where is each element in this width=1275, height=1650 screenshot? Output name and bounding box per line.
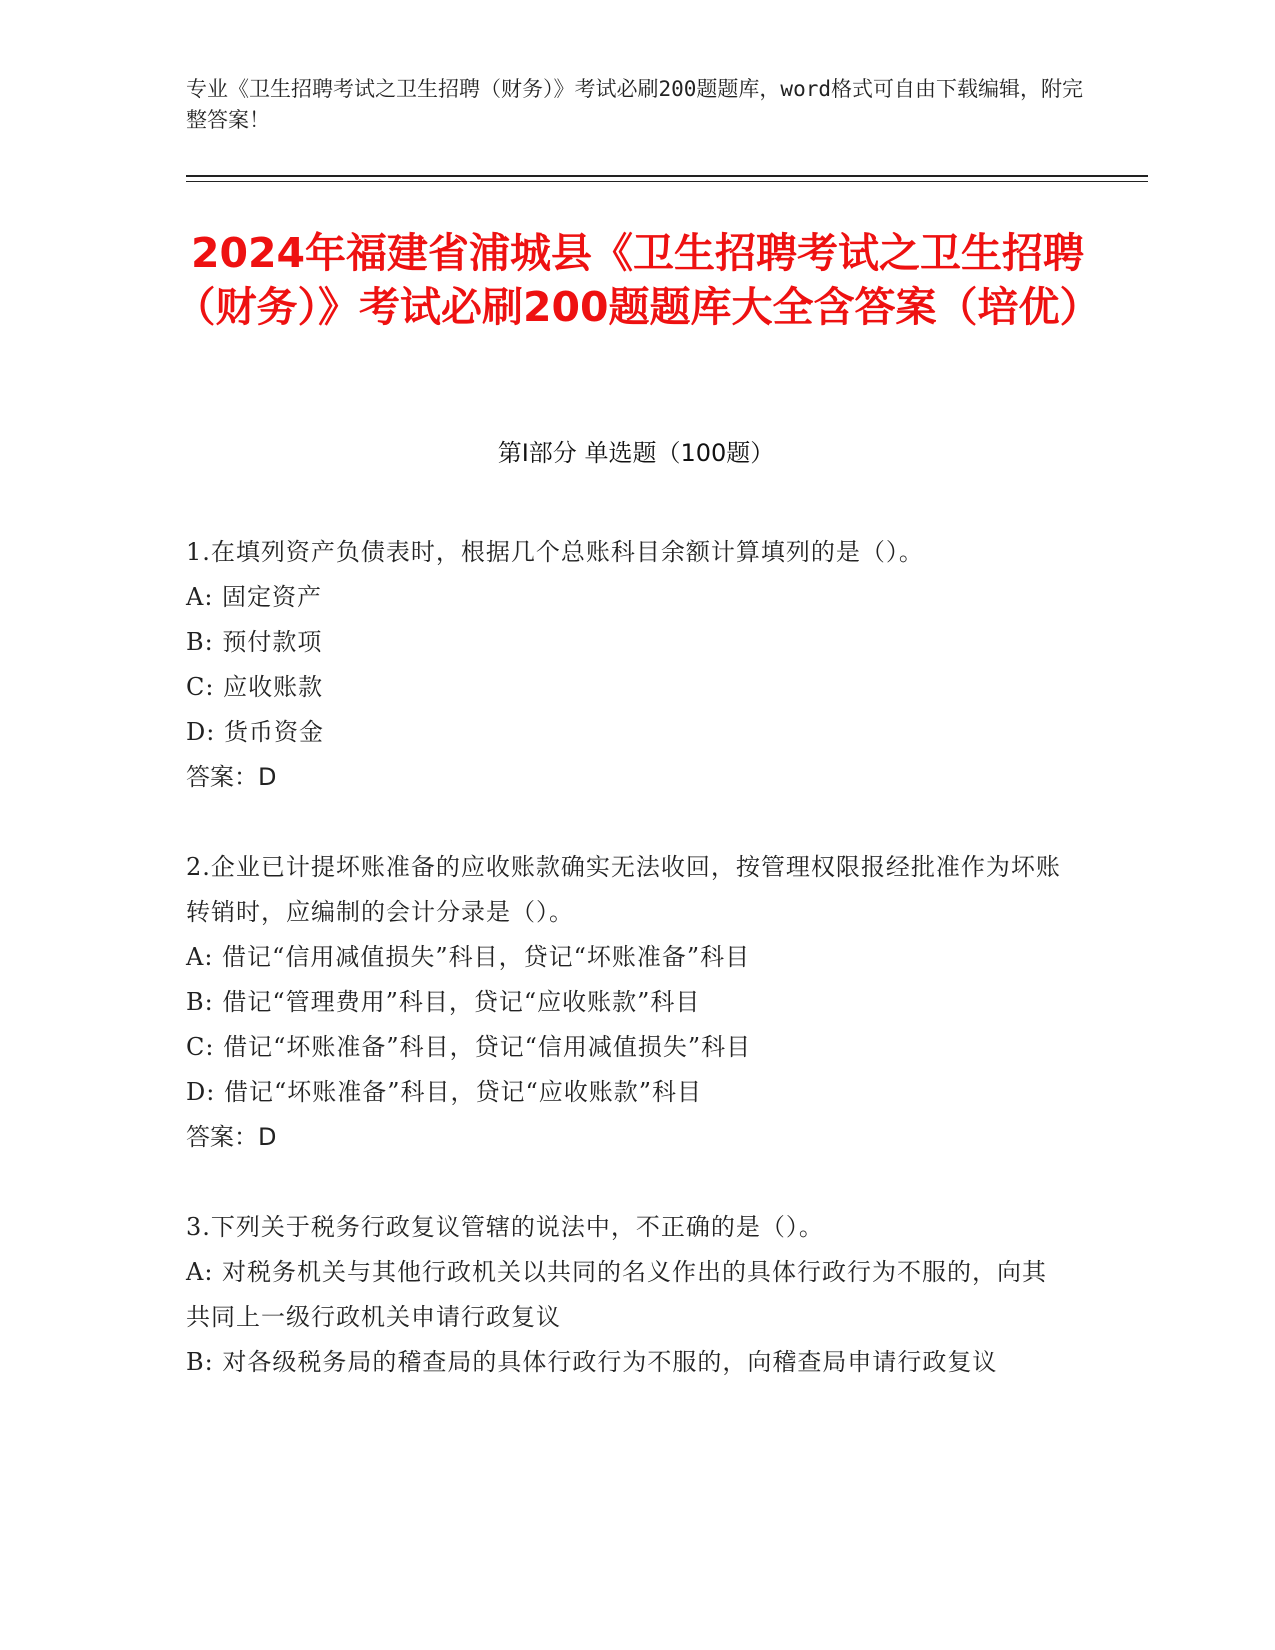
header-note: 专业《卫生招聘考试之卫生招聘（财务）》考试必刷200题题库，word格式可自由下载编辑，附完整答案！ — [186, 77, 1083, 132]
section-title: 第Ⅰ部分 单选题（100题） — [497, 439, 775, 467]
header-rule-thin — [186, 181, 1148, 182]
document-title: 2024年福建省浦城县《卫生招聘考试之卫生招聘（财务）》考试必刷200题题库大全含答案（培优） — [174, 229, 1101, 331]
answer: 答案：D — [186, 763, 277, 791]
option-a: A: 固定资产 — [186, 583, 323, 611]
question-2 — [186, 845, 1066, 1160]
question-stem: 3.下列关于税务行政复议管辖的说法中，不正确的是（）。 — [186, 1213, 824, 1241]
option-d: D: 借记“坏账准备”科目，贷记“应收账款”科目 — [186, 1078, 703, 1106]
question-stem: 2.企业已计提坏账准备的应收账款确实无法收回，按管理权限报经批准作为坏账转销时，应编制的会计分录是（）。 — [186, 853, 1061, 926]
option-a: A: 借记“信用减值损失”科目，贷记“坏账准备”科目 — [186, 943, 751, 971]
question-3 — [186, 1205, 1066, 1385]
option-d: D: 货币资金 — [186, 718, 324, 746]
option-b: B: 对各级税务局的稽查局的具体行政行为不服的，向稽查局申请行政复议 — [186, 1348, 998, 1376]
question-1 — [186, 530, 1066, 800]
option-b: B: 预付款项 — [186, 628, 323, 656]
option-c: C: 应收账款 — [186, 673, 324, 701]
option-c: C: 借记“坏账准备”科目，贷记“信用减值损失”科目 — [186, 1033, 752, 1061]
option-b: B: 借记“管理费用”科目，贷记“应收账款”科目 — [186, 988, 701, 1016]
question-stem: 1.在填列资产负债表时，根据几个总账科目余额计算填列的是（）。 — [186, 538, 924, 566]
question-list — [186, 530, 1066, 1430]
header-rule-thick — [186, 175, 1148, 177]
option-a: A: 对税务机关与其他行政机关以共同的名义作出的具体行政行为不服的，向其共同上一级行政机关申请行政复议 — [186, 1258, 1048, 1331]
answer: 答案：D — [186, 1123, 277, 1151]
